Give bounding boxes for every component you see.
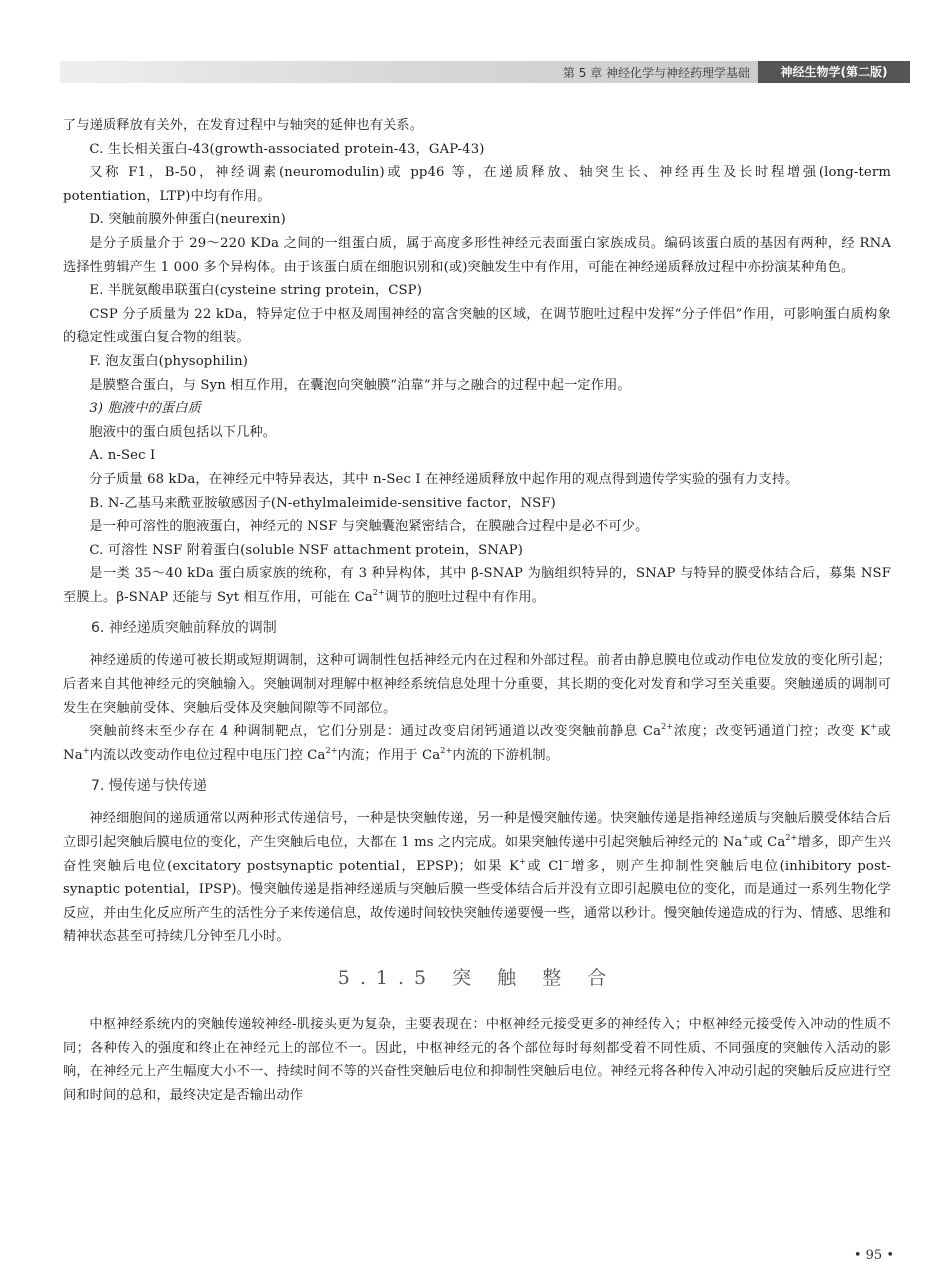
paragraph: 神经细胞间的递质通常以两种形式传递信号，一种是快突触传递，另一种是慢突触传递。快突触传递是指神经递质与突触后膜受体结合后立即引起突触后膜电位的变化，产生突触后电位，大都在 1 ms 之内完成。如果突触传递中引起突触后神经元的 Na+或 $Ca^{2+}$增多，即产生兴奋性突触后电位(excitatory postsynaptic potential，EPSP)；如果 K+或 Cl−增多，则产生抑制性突触后电位(inhibitory post-synaptic potential，IPSP)。慢突触传递是指神经递质与突触后膜一些受体结合后并没有立即引起膜电位的变化，而是通过一系列生物化学反应，并由生化反应所产生的活性分子来传递信息，故传递时间较快突触传递要慢一些，通常以秒计。慢突触传递造成的行为、情感、思维和精神状态甚至可持续几分钟至几小时。 (63, 811, 891, 945)
paragraph: 又称 F1，B-50，神经调素(neuromodulin)或 pp46 等，在递质释放、轴突生长、神经再生及长时程增强(long-term potentiation，LTP)中均有作用。 (63, 165, 891, 204)
item-heading: E. 半胱氨酸串联蛋白(cysteine string protein，CSP) (89, 283, 423, 299)
item-heading: C. 可溶性 NSF 附着蛋白(soluble NSF attachment protein，SNAP) (89, 542, 524, 558)
paragraph: 中枢神经系统内的突触传递较神经-肌接头更为复杂，主要表现在：中枢神经元接受更多的神经传入；中枢神经元接受传入冲动的性质不同；各种传入的强度和终止在神经元上的部位不一。因此，中枢神经元的各个部位每时每刻都受着不同性质、不同强度的突触传入活动的影响，在神经元上产生幅度大小不一、持续时间不等的兴奋性突触后电位和抑制性突触后电位。神经元将各种传入冲动引起的突触后反应进行空间和时间的总和，最终决定是否输出动作 (63, 1017, 891, 1103)
paragraph: 了与递质释放有关外，在发育过程中与轴突的延伸也有关系。 (63, 118, 424, 133)
header-book-title: 神经生物学(第二版) (758, 61, 910, 83)
page-body (63, 114, 891, 1107)
paragraph: 是膜整合蛋白，与 Syn 相互作用，在囊泡向突触膜“泊靠”并与之融合的过程中起一定作用。 (89, 377, 631, 393)
subsection-title: 5.1.5 突 触 整 合 (337, 967, 617, 989)
header-chapter-title: 第 5 章 神经化学与神经药理学基础 (562, 66, 750, 80)
running-header (60, 61, 910, 83)
subsection-heading: 3) 胞液中的蛋白质 (89, 401, 201, 417)
paragraph: 神经递质的传递可被长期或短期调制，这种可调制性包括神经元内在过程和外部过程。前者由静息膜电位或动作电位发放的变化所引起；后者来自其他神经元的突触输入。突触调制对理解中枢神经系统信息处理十分重要，其长期的变化对发育和学习至关重要。突触递质的调制可发生在突触前受体、突触后受体及突触间隙等不同部位。 (63, 653, 891, 716)
item-heading: D. 突触前膜外伸蛋白(neurexin) (89, 212, 286, 228)
paragraph: 是一种可溶性的胞液蛋白，神经元的 NSF 与突触囊泡紧密结合，在膜融合过程中是必不可少。 (89, 519, 649, 535)
section-heading-6: 6. 神经递质突触前释放的调制 (91, 620, 277, 637)
paragraph: 是一类 35～40 kDa 蛋白质家族的统称，有 3 种异构体，其中 β-SNAP 为脑组织特异的，SNAP 与特异的膜受体结合后，募集 NSF 至膜上。β-SNAP 还能与 Syt 相互作用，可能在 $Ca^{2+}$调节的胞吐过程中有作用。 (63, 566, 891, 605)
section-heading-7: 7. 慢传递与快传递 (91, 778, 207, 795)
item-heading: F. 泡友蛋白(physophilin) (89, 353, 249, 369)
item-heading: A. n-Sec I (89, 448, 156, 464)
item-heading: B. N-乙基马来酰亚胺敏感因子(N-ethylmaleimide-sensitive factor，NSF) (89, 495, 556, 511)
paragraph: 突触前终末至少存在 4 种调制靶点，它们分别是：通过改变启闭钙通道以改变突触前静息 $Ca^{2+}$浓度；改变钙通道门控；改变 K+或 Na+内流以改变动作电位过程中电压门控 $Ca^{2+}$内流；作用于 $Ca^{2+}$内流的下游机制。 (63, 722, 892, 763)
paragraph: 分子质量 68 kDa，在神经元中特异表达，其中 n-Sec I 在神经递质释放中起作用的观点得到遗传学实验的强有力支持。 (89, 471, 799, 487)
page-number: • 95 • (853, 1248, 894, 1263)
paragraph: 是分子质量介于 29～220 KDa 之间的一组蛋白质，属于高度多形性神经元表面蛋白家族成员。编码该蛋白质的基因有两种，经 RNA 选择性剪辑产生 1 000 多个异构体。由于该蛋白质在细胞识别和(或)突触发生中有作用，可能在神经递质释放过程中亦扮演某种角色。 (63, 235, 891, 275)
item-heading: C. 生长相关蛋白-43(growth-associated protein-43，GAP-43) (89, 141, 485, 157)
paragraph: 胞液中的蛋白质包括以下几种。 (89, 424, 277, 440)
paragraph: CSP 分子质量为 22 kDa，特异定位于中枢及周围神经的富含突触的区域，在调节胞吐过程中发挥“分子伴侣”作用，可影响蛋白质构象的稳定性或蛋白复合物的组装。 (63, 306, 891, 346)
